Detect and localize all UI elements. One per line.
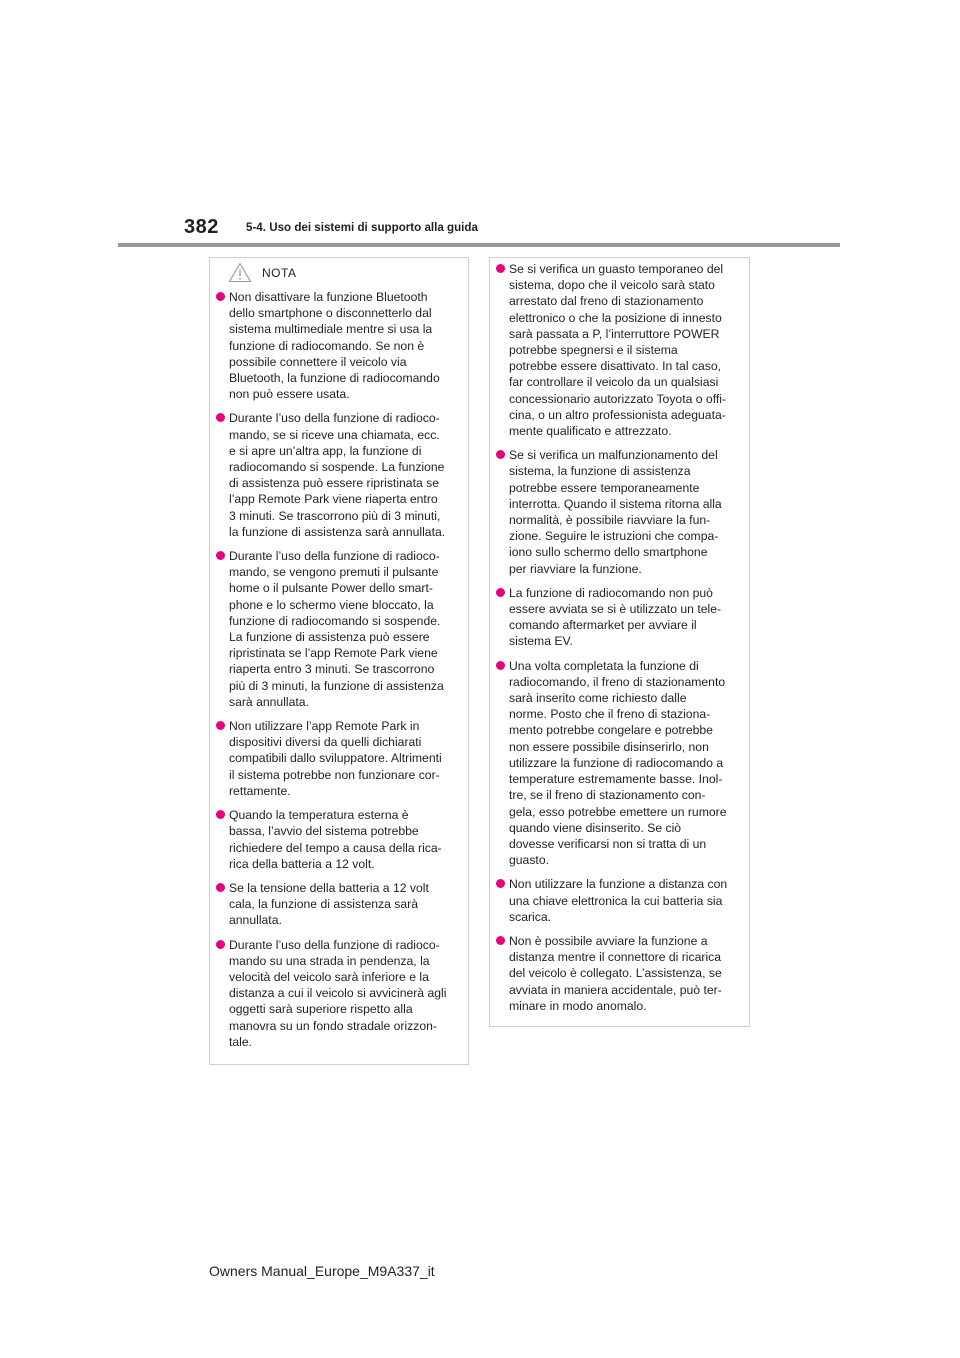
section-title: 5-4. Uso dei sistemi di supporto alla guida	[246, 221, 478, 234]
header-rule	[118, 243, 840, 247]
item-text: Non utilizzare la funzione a distanza con una chiave elettronica la cui batteria sia scarica.	[509, 877, 728, 924]
item-text: Una volta completata la funzione di radiocomando, il freno di stazionamento sarà inserito come richiesto dalle norme. Posto che il freno di staziona- mento potrebbe congelare e potrebbe non essere possibile disinserirlo, non utilizzare la funzione di radiocomando a temperature estremamente basse. Inol- tre, se il freno di stazionamento con- gela, esso potrebbe emettere un rumore quando viene disinserito. Se ciò dovesse verificarsi non si tratta di un guasto.	[509, 658, 727, 868]
list-item	[490, 585, 749, 650]
bullet-icon	[216, 721, 225, 730]
list-item	[210, 807, 468, 872]
bullet-icon	[216, 940, 225, 949]
bullet-icon	[216, 551, 225, 560]
bullet-icon	[216, 883, 225, 892]
note-box-right	[489, 257, 750, 1027]
bullet-icon	[496, 936, 505, 945]
item-text: Non disattivare la funzione Bluetooth dello smartphone o disconnetterlo dal sistema multimediale mentre si usa la funzione di radiocomando. Se non è possibile connettere il veicolo via Bluetooth, la funzione di radiocomando non può essere usata.	[229, 290, 440, 402]
note-header	[210, 258, 468, 288]
list-item	[210, 548, 468, 710]
bullet-icon	[216, 292, 225, 301]
bullet-icon	[496, 661, 505, 670]
note-items-right	[490, 261, 749, 1022]
page-number: 382	[184, 216, 219, 238]
item-text: Se si verifica un malfunzionamento del sistema, la funzione di assistenza potrebbe essere temporaneamente interrotta. Quando il sistema ritorna alla normalità, è possibile riavviare la fun- zione. Seguire le istruzioni che compa- iono sullo schermo dello smartphone per riavviare la funzione.	[509, 448, 722, 576]
bullet-icon	[216, 413, 225, 422]
item-text: Durante l’uso della funzione di radioco- mando, se si riceve una chiamata, ecc. e si apre un’altra app, la funzione di radiocomando si sospende. La funzione di assistenza può essere ripristinata se l’app Remote Park viene riaperta entro 3 minuti. Se trascorrono più di 3 minuti, la funzione di assistenza sarà annullata.	[229, 411, 446, 539]
note-items-left	[210, 289, 468, 1058]
note-label: NOTA	[262, 266, 297, 280]
item-text: Durante l’uso della funzione di radioco- mando su una strada in pendenza, la velocità del veicolo sarà inferiore e la distanza a cui il veicolo si avvicinerà agli oggetti sarà superiore rispetto alla manovra su un fondo stradale orizzon- tale.	[229, 937, 447, 1049]
bullet-icon	[496, 879, 505, 888]
list-item	[490, 261, 749, 439]
bullet-icon	[216, 810, 225, 819]
list-item	[210, 289, 468, 402]
warning-triangle-icon	[228, 262, 252, 283]
list-item	[210, 410, 468, 540]
list-item	[210, 937, 468, 1050]
item-text: La funzione di radiocomando non può essere avviata se si è utilizzato un tele- comando aftermarket per avviare il sistema EV.	[509, 585, 722, 649]
item-text: Quando la temperatura esterna è bassa, l’avvio del sistema potrebbe richiedere del tempo a causa della rica- rica della batteria a 12 volt.	[229, 808, 442, 871]
list-item	[490, 933, 749, 1014]
bullet-icon	[496, 588, 505, 597]
item-text: Durante l’uso della funzione di radioco- mando, se vengono premuti il pulsante home o il pulsante Power dello smart- phone e lo schermo viene bloccato, la funzione di radiocomando si sospende. La funzione di assistenza può essere ripristinata se l’app Remote Park viene riaperta entro 3 minuti. Se trascorrono più di 3 minuti, la funzione di assistenza sarà annullata.	[229, 549, 444, 709]
note-box-left	[209, 257, 469, 1065]
footer-text: Owners Manual_Europe_M9A337_it	[209, 1263, 435, 1279]
item-text: Non utilizzare l’app Remote Park in dispositivi diversi da quelli dichiarati compatibili dallo sviluppatore. Altrimenti il sistema potrebbe non funzionare cor- rettamente.	[229, 719, 442, 798]
item-text: Se si verifica un guasto temporaneo del sistema, dopo che il veicolo sarà stato arrestato dal freno di stazionamento elettronico o che la posizione di innesto sarà passata a P, l’interruttore POWER potrebbe spegnersi e il sistema potrebbe essere disattivato. In tal caso, far controllare il veicolo da un qualsiasi concessionario autorizzato Toyota o offi- cina, o un altro professionista adeguata- mente qualificato e attrezzato.	[509, 262, 727, 439]
list-item	[210, 718, 468, 799]
bullet-icon	[496, 264, 505, 273]
bullet-icon	[496, 450, 505, 459]
list-item	[490, 876, 749, 925]
item-text: Non è possibile avviare la funzione a distanza mentre il connettore di ricarica del veicolo è collegato. L’assistenza, se avviata in maniera accidentale, può ter- minare in modo anomalo.	[509, 933, 722, 1013]
list-item	[210, 880, 468, 929]
list-item	[490, 658, 749, 869]
item-text: Se la tensione della batteria a 12 volt cala, la funzione di assistenza sarà annullata.	[229, 880, 429, 928]
list-item	[490, 447, 749, 577]
